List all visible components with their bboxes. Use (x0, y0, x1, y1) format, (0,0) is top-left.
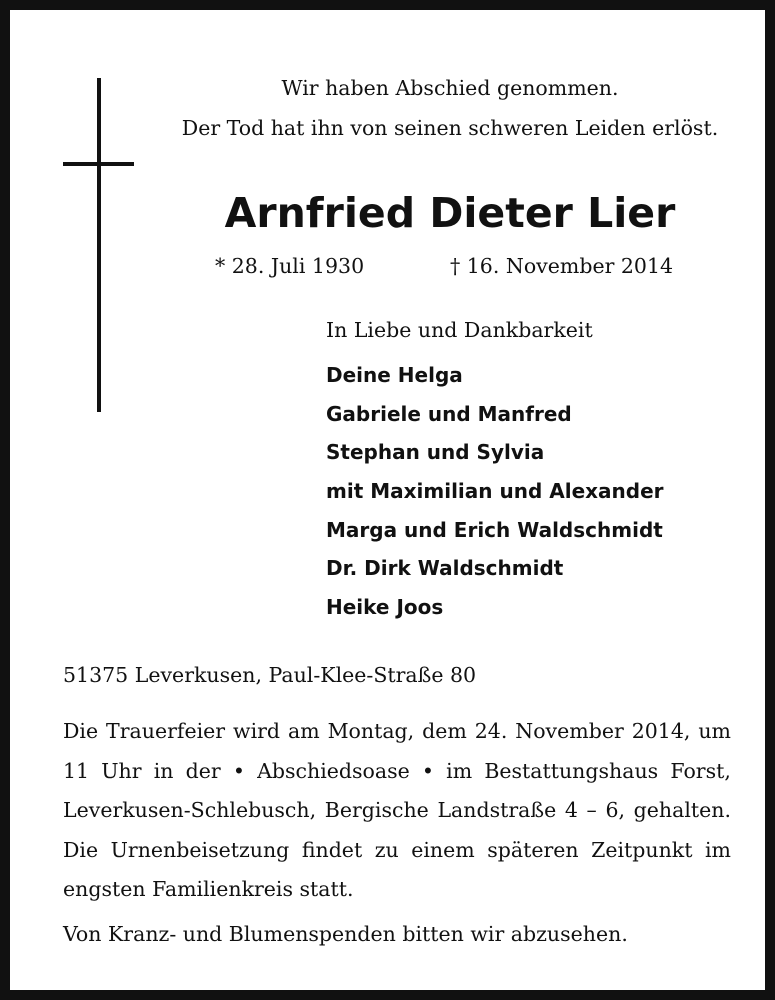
deceased-name: Arnfried Dieter Lier (224, 189, 676, 237)
signers-block (326, 310, 664, 627)
ceremony-word: Zeitpunkt (591, 837, 693, 862)
ceremony-word: im (704, 837, 731, 862)
signer-name: Marga und Erich Waldschmidt (326, 517, 663, 542)
death-date: † 16. November 2014 (450, 254, 674, 278)
closing-note: Von Kranz- und Blumenspenden bitten wir abzusehen. (63, 922, 628, 946)
ceremony-word: Bergische (324, 798, 429, 822)
ceremony-word: in (153, 758, 174, 783)
ceremony-word: – (586, 798, 597, 822)
ceremony-word: wird (233, 719, 281, 743)
ceremony-word: Uhr (101, 758, 142, 783)
ceremony-word: gehalten. (633, 798, 731, 822)
ceremony-word: Montag, (327, 719, 415, 743)
signer-name: Gabriele und Manfred (326, 401, 572, 426)
ceremony-word: Trauerfeier (106, 719, 226, 743)
family-address: 51375 Leverkusen, Paul-Klee-Straße 80 (63, 663, 477, 687)
signer-name: mit Maximilian und Alexander (326, 479, 664, 504)
ceremony-word: einem (411, 837, 475, 862)
ceremony-word: November (515, 719, 624, 743)
ceremony-word: Abschiedsoase (257, 758, 410, 783)
ceremony-word: 24. (474, 719, 508, 743)
intro-line-1: Wir haben Abschied genommen. (281, 76, 619, 100)
ceremony-word: • (421, 758, 435, 783)
signers-list (326, 356, 664, 627)
ceremony-word: findet (301, 837, 363, 862)
ceremony-word: Bestattungshaus (484, 758, 659, 783)
ceremony-paragraph (63, 712, 731, 910)
birth-date: * 28. Juli 1930 (215, 254, 365, 278)
ceremony-word: um (698, 719, 731, 743)
ceremony-word: Die (63, 719, 99, 743)
signer-name: Dr. Dirk Waldschmidt (326, 556, 564, 581)
ceremony-word: Forst, (670, 758, 731, 783)
ceremony-word: dem (422, 719, 467, 743)
ceremony-line (63, 791, 731, 831)
ceremony-line: engsten Familienkreis statt. (63, 877, 354, 901)
ceremony-line (63, 712, 731, 752)
ceremony-word: zu (374, 837, 399, 862)
ceremony-line (63, 831, 731, 871)
ceremony-word: Die (63, 837, 99, 862)
ceremony-word: der (185, 758, 221, 783)
ceremony-word: 2014, (631, 719, 691, 743)
ceremony-word: Landstraße (437, 798, 557, 822)
ceremony-word: späteren (487, 837, 579, 862)
signer-name: Heike Joos (326, 595, 444, 620)
ceremony-word: 6, (605, 798, 625, 822)
intro-line-2: Der Tod hat ihn von seinen schweren Leiden erlöst. (181, 116, 719, 140)
ceremony-line (63, 752, 731, 792)
ceremony-word: Urnenbeisetzung (110, 837, 290, 862)
cross-horizontal-bar (63, 162, 134, 166)
ceremony-word: 4 (564, 798, 578, 822)
signers-lead: In Liebe und Dankbarkeit (326, 318, 593, 342)
ceremony-word: 11 (63, 758, 90, 783)
cross-vertical-bar (97, 78, 101, 412)
ceremony-word: Leverkusen-Schlebusch, (63, 798, 317, 822)
signer-name: Stephan und Sylvia (326, 440, 545, 465)
ceremony-word: am (287, 719, 320, 743)
ceremony-word: im (446, 758, 473, 783)
signer-name: Deine Helga (326, 363, 463, 387)
ceremony-word: • (232, 758, 245, 783)
